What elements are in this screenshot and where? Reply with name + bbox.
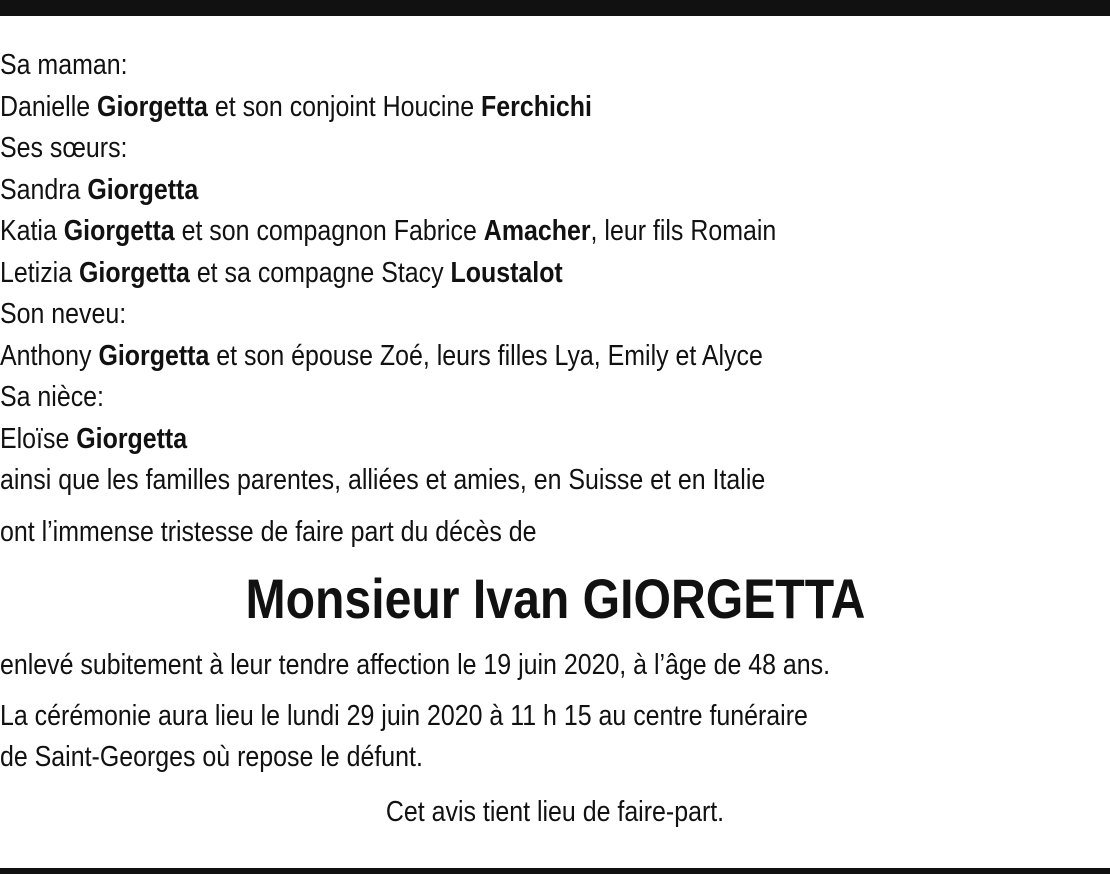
nephew-first-name: Anthony xyxy=(0,339,92,372)
ceremony-line-2: de Saint-Georges où repose le défunt. xyxy=(0,741,423,773)
sister3-first-name: Letizia xyxy=(0,256,73,289)
niece-line xyxy=(0,419,955,461)
nephew-last-name: Giorgetta xyxy=(98,339,210,372)
sister3-partner-text: et sa compagne Stacy xyxy=(189,256,451,289)
sister1-first-name: Sandra xyxy=(0,173,81,206)
bottom-rule xyxy=(0,868,1110,874)
relatives-line: ainsi que les familles parentes, alliées et amies, en Suisse et en Italie xyxy=(0,464,766,496)
sister3-last-name: Giorgetta xyxy=(79,256,190,289)
sister2-last-name: Giorgetta xyxy=(63,215,175,247)
niece-heading: Sa nièce: xyxy=(0,381,104,413)
sister3-partner-last-name: Loustalot xyxy=(450,256,563,289)
sister1-last-name: Giorgetta xyxy=(87,173,199,206)
mother-first-name: Danielle xyxy=(0,90,91,123)
mother-heading: Sa maman: xyxy=(0,49,128,81)
niece-first-name: Eloïse xyxy=(0,422,70,455)
deceased-name-block xyxy=(0,553,1110,645)
sister2-partner-last-name: Amacher xyxy=(483,215,591,247)
deceased-name: Monsieur Ivan GIORGETTA xyxy=(245,567,865,630)
top-rule xyxy=(0,0,1110,16)
sister-line-1 xyxy=(0,170,955,212)
closing-line: Cet avis tient lieu de faire-part. xyxy=(385,796,725,828)
sister2-partner-text: et son compagnon Fabrice xyxy=(174,215,484,247)
niece-last-name: Giorgetta xyxy=(76,422,188,455)
announcement-line: ont l’immense tristesse de faire part du décès de xyxy=(0,515,537,548)
sisters-heading: Ses sœurs: xyxy=(0,132,128,164)
sister-line-3 xyxy=(0,253,955,295)
nephew-heading: Son neveu: xyxy=(0,298,127,330)
ceremony-line-1: La cérémonie aura lieu le lundi 29 juin 2020 à 11 h 15 au centre funéraire xyxy=(0,700,808,732)
sister2-first-name: Katia xyxy=(0,215,57,247)
mother-line xyxy=(0,87,955,129)
nephew-family-text: et son épouse Zoé, leurs filles Lya, Emily et Alyce xyxy=(209,339,763,372)
mother-last-name: Giorgetta xyxy=(97,90,208,123)
mother-partner-last-name: Ferchichi xyxy=(481,90,592,123)
mother-partner-text: et son conjoint Houcine xyxy=(207,90,482,123)
sister2-tail-text: , leur fils Romain xyxy=(590,215,777,247)
death-sentence: enlevé subitement à leur tendre affection le 19 juin 2020, à l’âge de 48 ans. xyxy=(0,649,831,681)
nephew-line xyxy=(0,336,955,378)
sister-line-2 xyxy=(0,211,955,253)
obituary-notice xyxy=(0,45,1110,833)
